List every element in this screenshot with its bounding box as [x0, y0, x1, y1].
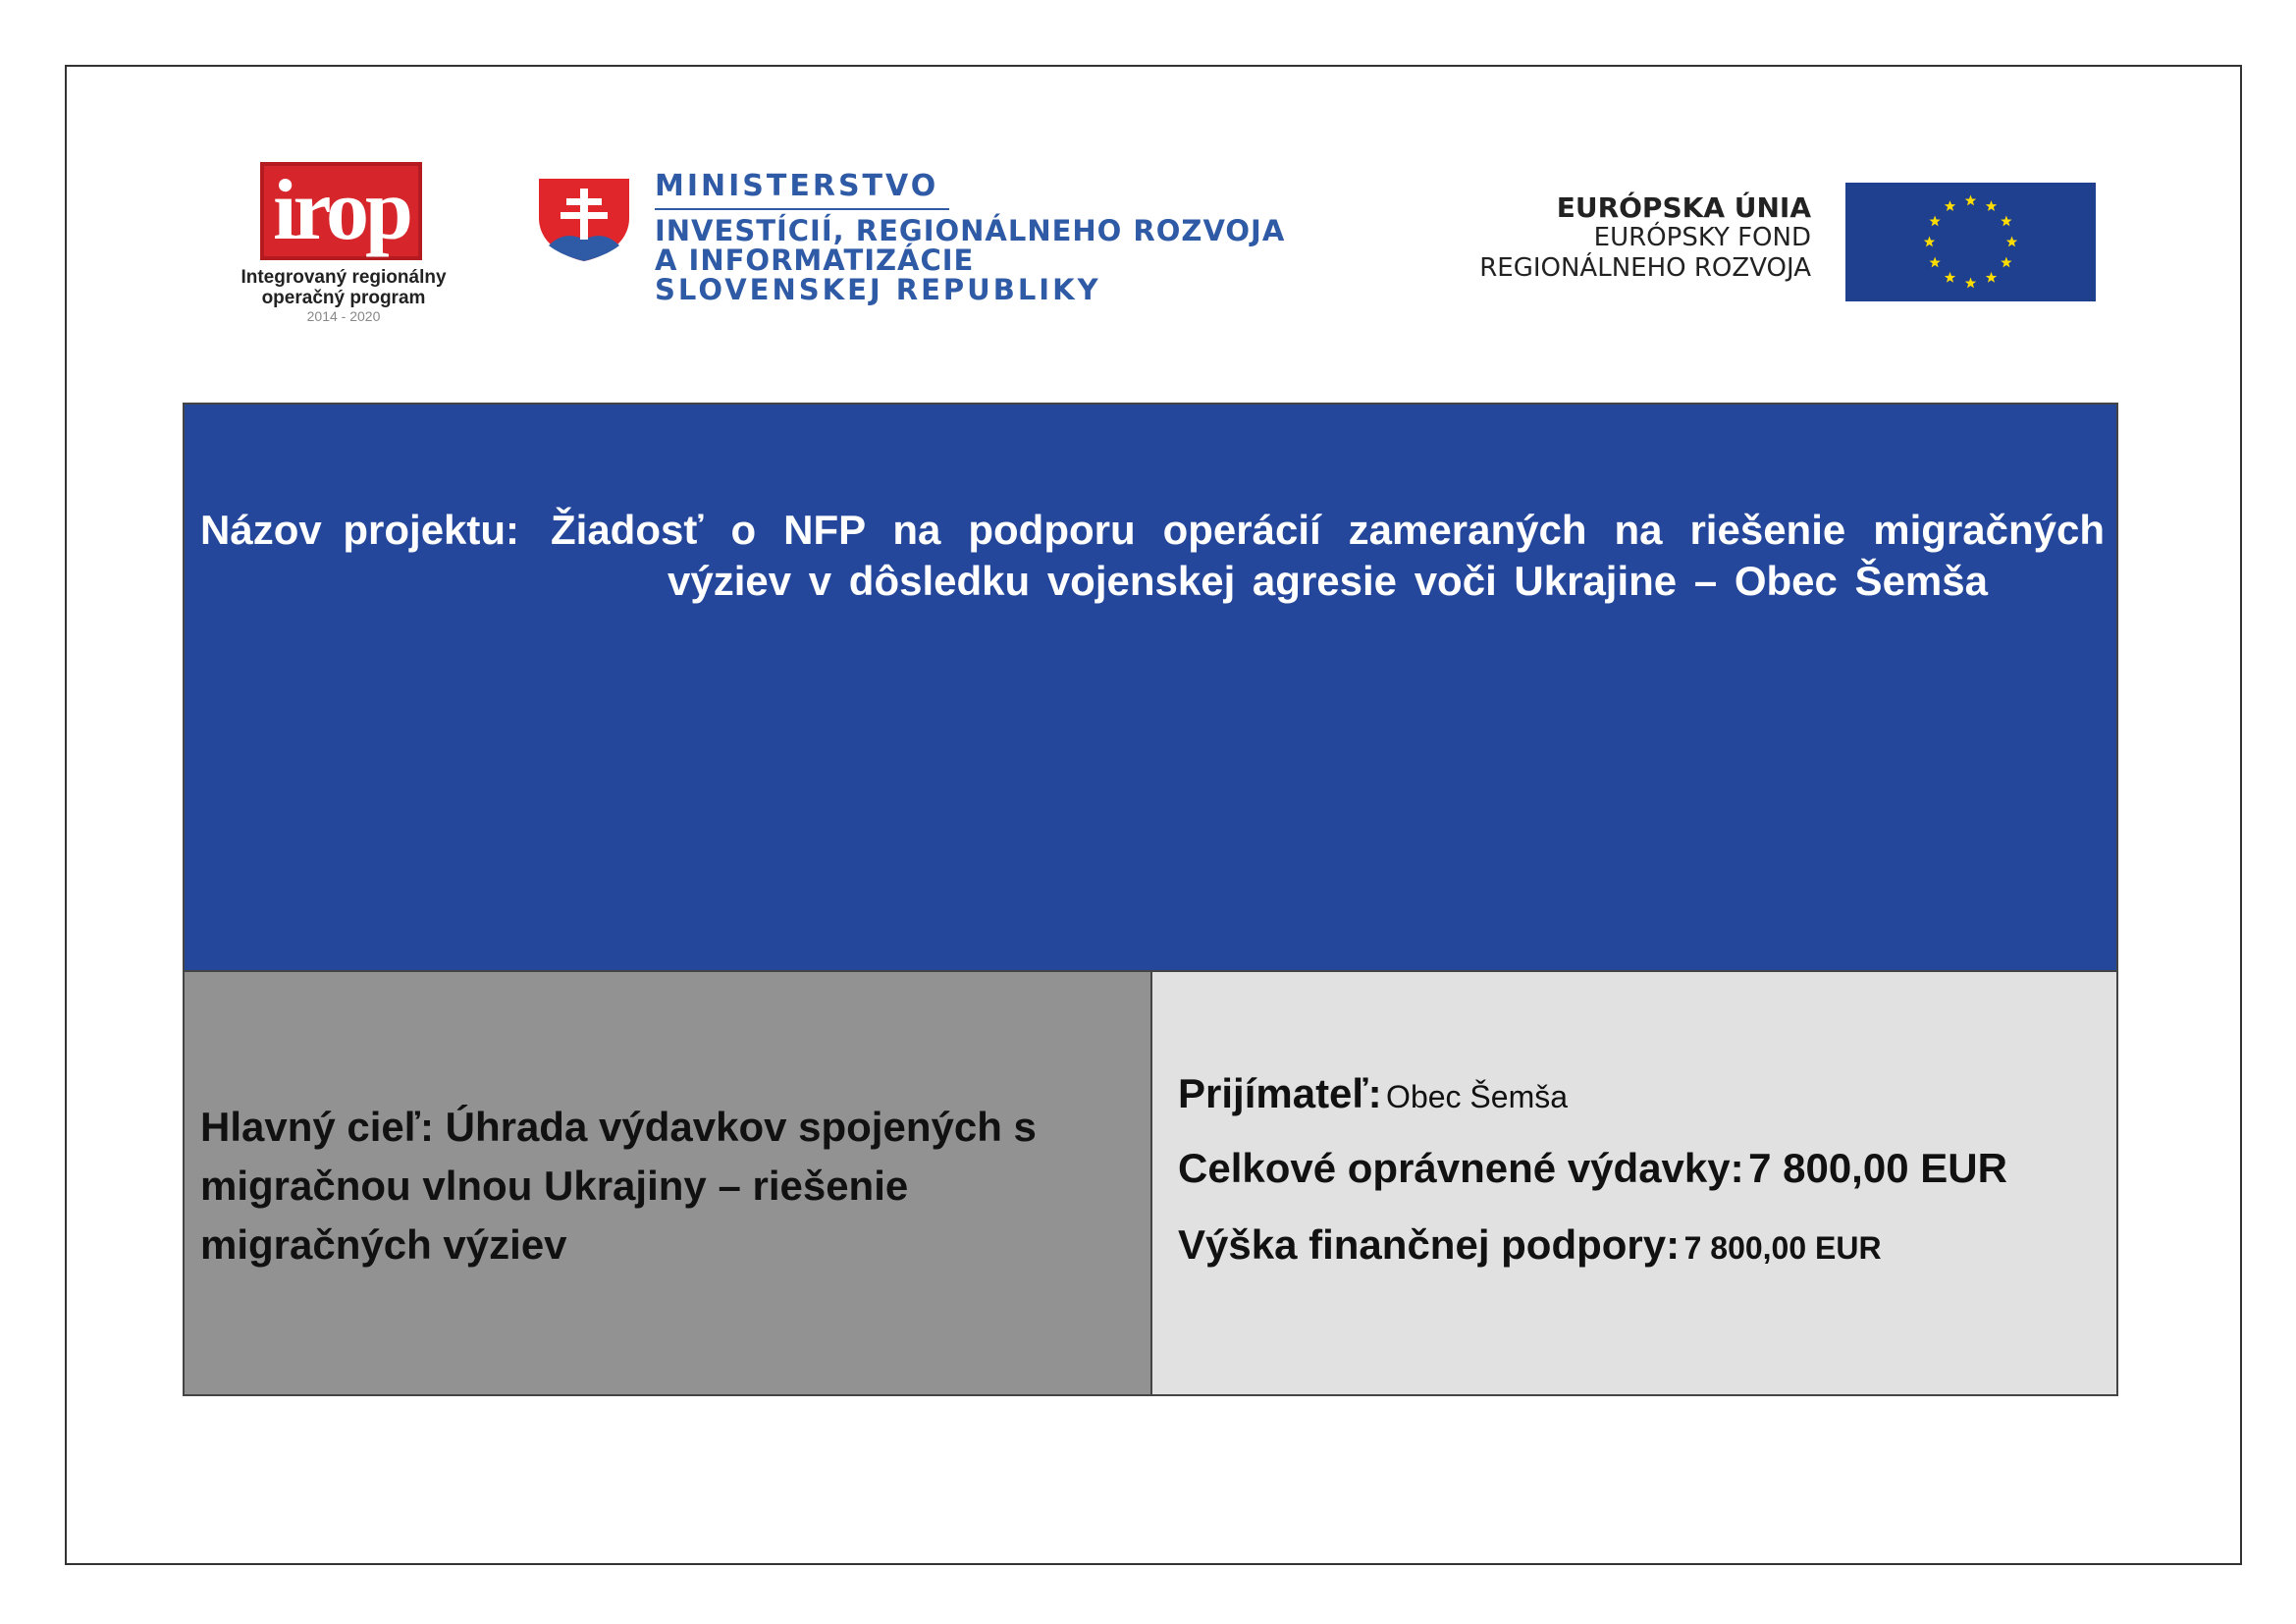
expenses-value: 7 800,00 EUR	[1748, 1145, 2007, 1191]
support-label: Výška finančnej podpory:	[1178, 1221, 1681, 1268]
recipient-row	[1178, 1070, 1568, 1117]
irop-line-1: Integrovaný regionálny	[240, 267, 447, 288]
ministry-logo	[535, 169, 1350, 316]
recipient-value: Obec Šemša	[1386, 1079, 1569, 1114]
eu-line-1: EURÓPSKA ÚNIA	[1556, 191, 1811, 224]
eu-line-3: REGIONÁLNEHO ROZVOJA	[1479, 253, 1811, 283]
project-name: Žiadosť o NFP na podporu operácií zameraných na riešenie migračných výziev v dôsledku vojenskej agresie voči Ukrajine – Obec Šemša	[551, 507, 2105, 604]
expenses-row	[1178, 1145, 2007, 1192]
expenses-label: Celkové oprávnené výdavky:	[1178, 1145, 1744, 1191]
irop-logo	[201, 162, 486, 329]
irop-logo-mark: irop	[260, 162, 422, 260]
project-label: Názov projektu:	[200, 507, 520, 553]
irop-line-2: operačný program	[261, 288, 426, 308]
info-panel	[1150, 970, 2118, 1396]
slovak-crest-icon	[535, 175, 633, 263]
irop-line-3: 2014 - 2020	[306, 308, 381, 324]
main-goal-text: Hlavný cieľ: Úhrada výdavkov spojených s migračnou vlnou Ukrajiny – riešenie migračných výziev	[200, 1104, 1037, 1268]
recipient-label: Prijímateľ:	[1178, 1070, 1382, 1116]
goal-panel	[183, 970, 1152, 1396]
eu-flag-icon	[1845, 183, 2096, 301]
ministry-line-0: MINISTERSTVO	[655, 169, 939, 203]
ministry-line-2: A INFORMATIZÁCIE	[655, 244, 975, 277]
ministry-line-1: INVESTÍCIÍ, REGIONÁLNEHO ROZVOJA	[655, 214, 1286, 247]
eu-fund-text	[1374, 192, 1811, 284]
ministry-rule	[655, 208, 949, 210]
ministry-line-3: SLOVENSKEJ REPUBLIKY	[655, 273, 1101, 306]
eu-line-2: EURÓPSKY FOND	[1593, 223, 1811, 252]
support-value: 7 800,00 EUR	[1683, 1230, 1882, 1266]
support-row	[1178, 1221, 1882, 1269]
project-panel	[183, 403, 2118, 972]
